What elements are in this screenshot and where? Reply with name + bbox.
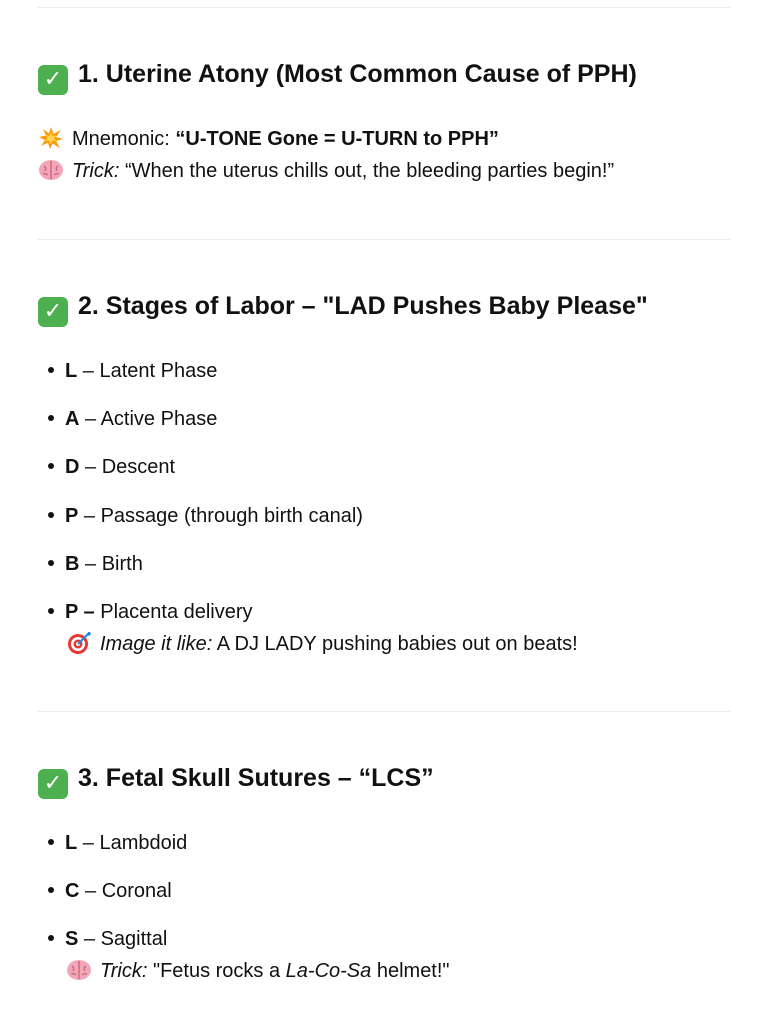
list-item <box>48 454 175 480</box>
list-item <box>48 878 172 904</box>
list-item-text: – Descent <box>79 456 176 478</box>
target-icon <box>66 631 92 655</box>
section-divider <box>38 239 730 240</box>
bullet-icon <box>48 935 54 941</box>
list-item-text: – Coronal <box>79 880 172 902</box>
list-item-text: – Passage (through birth canal) <box>78 505 363 527</box>
check-mark-icon: ✓ <box>38 65 68 95</box>
note-value: A DJ LADY pushing babies out on beats! <box>212 633 578 655</box>
list-item-text: – Birth <box>79 553 143 575</box>
note-label: Image it like: <box>100 633 213 655</box>
list-item-letter: B <box>65 553 80 575</box>
list-item <box>48 926 167 952</box>
list-item <box>48 830 187 856</box>
note-label: Trick: <box>100 960 148 982</box>
mnemonic-value: “U-TONE Gone = U-TURN to PPH” <box>175 128 499 150</box>
list-item-letter: L <box>65 360 78 382</box>
section-heading-stages-of-labor <box>38 290 648 327</box>
list-item-letter: S <box>65 928 79 950</box>
trick-note <box>66 958 450 984</box>
section-heading-uterine-atony <box>38 58 637 95</box>
check-mark-icon: ✓ <box>38 297 68 327</box>
bullet-icon <box>48 839 54 845</box>
brain-icon <box>38 158 64 182</box>
note-value-italic: La-Co-Sa <box>285 960 372 982</box>
list-item-letter: A <box>65 408 80 430</box>
list-item <box>48 358 217 384</box>
list-item-text: – Active Phase <box>79 408 218 430</box>
bullet-icon <box>48 415 54 421</box>
trick-line <box>38 158 614 184</box>
list-item <box>48 406 217 432</box>
list-item-letter: P – <box>65 601 95 623</box>
list-item-letter: L <box>65 832 78 854</box>
section-divider <box>38 711 730 712</box>
trick-label: Trick: <box>72 160 120 182</box>
list-item-text: – Lambdoid <box>77 832 188 854</box>
trick-value: “When the uterus chills out, the bleeding parties begin!” <box>119 160 615 182</box>
bullet-icon <box>48 367 54 373</box>
mnemonic-label: Mnemonic: <box>72 128 176 150</box>
check-mark-icon: ✓ <box>38 769 68 799</box>
list-item <box>48 551 143 577</box>
list-item-text: – Latent Phase <box>77 360 218 382</box>
brain-icon <box>66 958 92 982</box>
bullet-icon <box>48 512 54 518</box>
heading-text: 1. Uterine Atony (Most Common Cause of PPH) <box>78 60 637 88</box>
bullet-icon <box>48 463 54 469</box>
note-value-before: "Fetus rocks a <box>147 960 286 982</box>
heading-text: 2. Stages of Labor – "LAD Pushes Baby Please" <box>78 292 648 320</box>
section-heading-fetal-skull-sutures <box>38 762 434 799</box>
list-item-letter: P <box>65 505 79 527</box>
list-item-text: – Sagittal <box>78 928 168 950</box>
bullet-icon <box>48 560 54 566</box>
section-divider <box>38 7 730 8</box>
heading-text: 3. Fetal Skull Sutures – “LCS” <box>78 764 434 792</box>
note-value-after: helmet!" <box>371 960 450 982</box>
bullet-icon <box>48 608 54 614</box>
list-item-letter: C <box>65 880 80 902</box>
list-item <box>48 503 363 529</box>
mnemonic-line <box>38 126 499 152</box>
collision-icon <box>38 126 64 150</box>
bullet-icon <box>48 887 54 893</box>
image-it-like-note <box>66 631 578 657</box>
list-item <box>48 599 253 625</box>
list-item-text: Placenta delivery <box>94 601 253 623</box>
list-item-letter: D <box>65 456 80 478</box>
